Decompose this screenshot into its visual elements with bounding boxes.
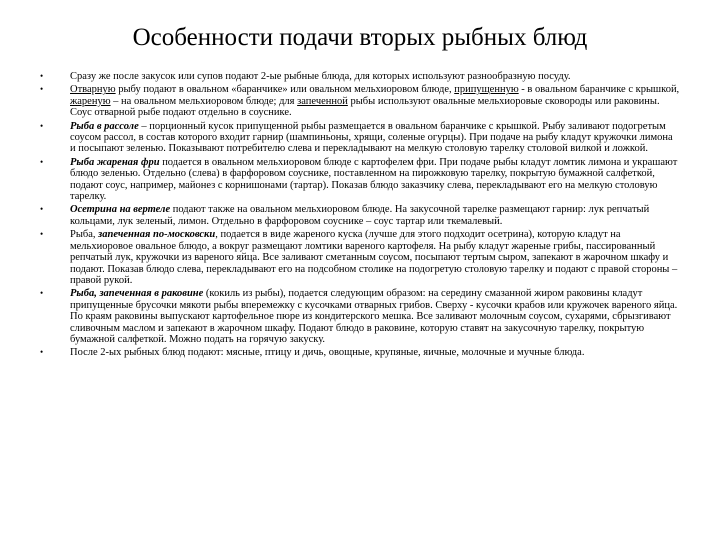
- item-text: После 2-ых рыбных блюд подают: мясные, птицу и дичь, овощные, крупяные, яичные, молочные и мучные блюда.: [70, 347, 585, 359]
- bullet-icon: •: [40, 120, 44, 131]
- bullet-icon: •: [40, 71, 44, 81]
- item-text: , подается в виде жареного куска (лучше для этого подходит осетрина), которую кладут на мельхиоровое овальное блюдо, а вокруг размещают ломтики вареного картофеля. На рыбу кладут жареные грибы, пассированный репчатый лук, кружочки из вареного яйца. Все заливают сметанным соусом, посыпают тертым сыром, запекают в жарочном шкафу и подают. Показав блюдо слева, перекладывают его на подсобном столике на подогретую столовую тарелку и подают с правой стороны – правой рукой.: [70, 229, 678, 286]
- item-text: подают также на овальном мельхиоровом блюде. На закусочной тарелке размещают гарнир: лук репчатый кольцами, лук зеленый, лимон. Отдельно в фарфоровом соуснике – соус тартар или ткемалевый.: [70, 204, 650, 227]
- list-item: [40, 347, 680, 358]
- slide-title: Особенности подачи вторых рыбных блюд: [132, 24, 588, 51]
- dish-name: Рыба жареная фри: [70, 156, 160, 168]
- item-text: – порционный кусок припущенной рыбы размещается в овальном баранчике с крышкой. Рыбу заливают подогретым соусом рассол, в состав которого входит гарнир (шампиньоны, хрящи, соленые огурцы). При подаче на рыбу кладут кружочки лимона и посыпают зеленью. Показывают потребителю слева и перекладывают на мелкую столовую тарелку столовой вилкой и ложкой.: [70, 120, 673, 155]
- dish-name: Рыба в рассоле: [70, 120, 139, 132]
- item-text: – на овальном мельхиоровом блюде; для: [110, 95, 298, 107]
- item-text: Рыба,: [70, 229, 99, 241]
- bullet-icon: •: [40, 347, 44, 358]
- dish-name: запеченная по-московски: [98, 229, 216, 241]
- dish-name: Рыба, запеченная в раковине: [70, 288, 204, 300]
- item-text: рыбы используют овальные мельхиоровые сковороды или раковины. Соус отварной рыбе подают отдельно в соуснике.: [70, 95, 660, 119]
- item-text: - в овальном баранчике с крышкой,: [518, 84, 680, 96]
- item-text: подается в овальном мельхиоровом блюде с картофелем фри. При подаче рыбы кладут ломтик лимона и украшают блюдо зеленью. Отдельно (слева) в фарфоровом соуснике, поставленном на пирожковую тарелку, покрытую бумажной салфеткой, подают соус, например, майонез с корнишонами (тартар). Показав блюдо заказчику слева, перекладывают его на мелкую столовую тарелку.: [70, 156, 678, 203]
- dish-name: Осетрина на вертеле: [70, 204, 171, 216]
- item-text: (кокиль из рыбы), подается следующим образом: на середину смазанной жиром раковины кладут припущенные брусочки мякоти рыбы вперемежку с кусочками отварных грибов. Сверху - кусочки крабов или кружочек вареного яйца. По краям раковины выпускают картофельное пюре из кондитерского мешка. Все заливают молочным соусом, сухарями, сбрызгивают сливочным маслом и запекают в жарочном шкафу. Подают блюдо в раковине, которую ставят на закусочную тарелку, покрытую бумажной салфеткой. Можно подать на горячую закуску.: [70, 288, 678, 345]
- list-item: [40, 204, 680, 227]
- bullet-icon: •: [40, 84, 44, 95]
- bullet-icon: •: [40, 156, 44, 167]
- term-baked: запеченной: [297, 95, 348, 107]
- bullet-icon: •: [40, 229, 44, 240]
- term-poached: припущенную: [454, 84, 519, 96]
- term-boiled: Отварную: [70, 84, 116, 96]
- item-text: рыбу подают в овальном «баранчике» или овальном мельхиоровом блюде,: [115, 84, 455, 96]
- bullet-icon: •: [40, 288, 44, 299]
- list-item: [40, 229, 680, 286]
- item-text: Сразу же после закусок или супов подают 2-ые рыбные блюда, для которых используют разнообразную посуду.: [70, 71, 571, 82]
- bullet-icon: •: [40, 204, 44, 215]
- list-item: [40, 157, 680, 203]
- list-item: [40, 84, 680, 118]
- term-fried: жареную: [70, 95, 111, 107]
- list-item: [40, 288, 680, 345]
- list-item: [40, 71, 680, 82]
- bullet-list: [40, 71, 680, 361]
- list-item: [40, 121, 680, 155]
